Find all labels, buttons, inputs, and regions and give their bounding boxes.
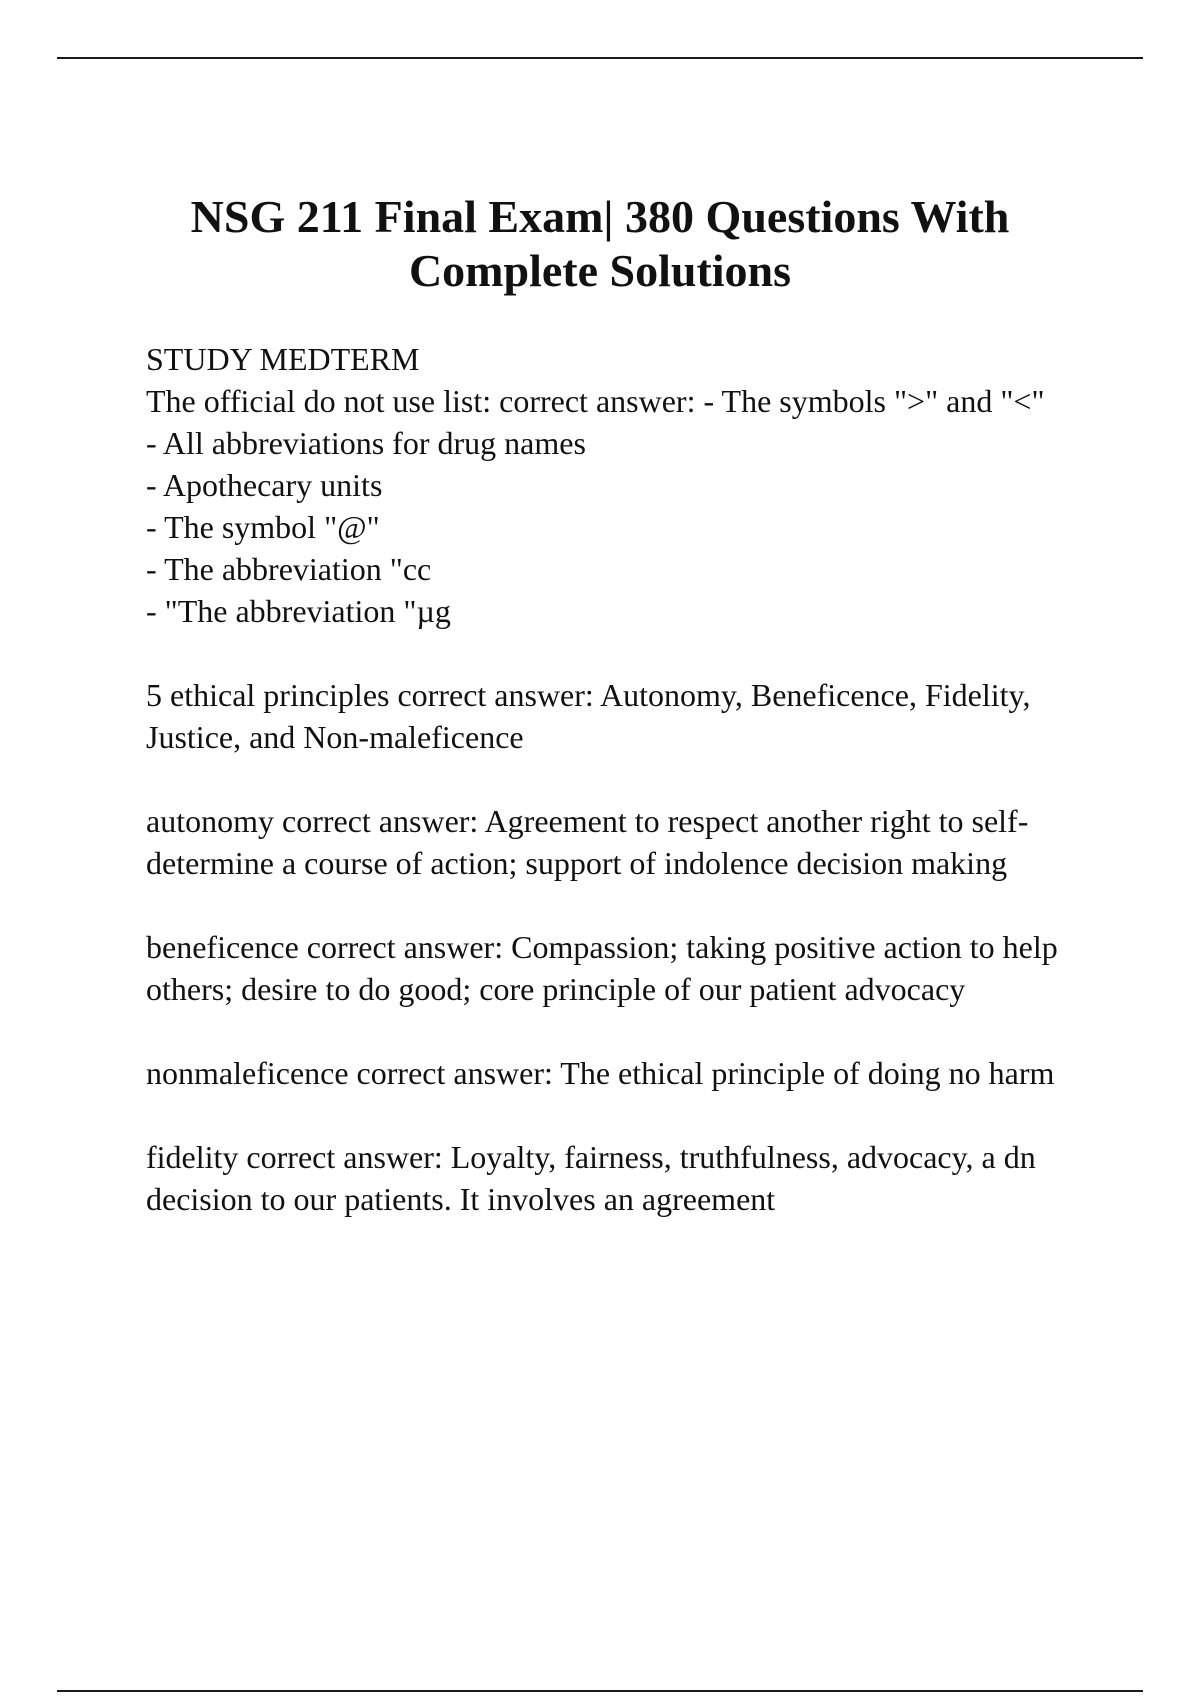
top-rule <box>57 57 1143 59</box>
spacer <box>146 1094 1106 1136</box>
list-item: - All abbreviations for drug names <box>146 425 586 461</box>
title-line-2: Complete Solutions <box>408 245 792 296</box>
list-item: - The abbreviation "cc <box>146 551 432 587</box>
bottom-rule <box>57 1690 1143 1692</box>
question-fidelity: fidelity correct answer: Loyalty, fairness, truthfulness, advocacy, a dn decision to our patients. It involves an agreement <box>146 1139 1036 1217</box>
question-nonmaleficence: nonmaleficence correct answer: The ethical principle of doing no harm <box>146 1055 1055 1091</box>
question-beneficence: beneficence correct answer: Compassion; taking positive action to help others; desire to do good; core principle of our patient advocacy <box>146 929 1058 1007</box>
document-title <box>60 190 1140 298</box>
document-body <box>146 338 1106 1220</box>
question-ethical-principles: 5 ethical principles correct answer: Autonomy, Beneficence, Fidelity, Justice, and Non-maleficence <box>146 677 1031 755</box>
spacer <box>146 632 1106 674</box>
spacer <box>146 884 1106 926</box>
title-line-1: NSG 211 Final Exam| 380 Questions With <box>190 191 1010 242</box>
section-label: STUDY MEDTERM <box>146 341 420 377</box>
list-item: - The symbol "@" <box>146 509 380 545</box>
list-item: - "The abbreviation "µg <box>146 593 451 629</box>
question-do-not-use-list: The official do not use list: correct answer: - The symbols ">" and "<" <box>146 383 1045 419</box>
list-item: - Apothecary units <box>146 467 383 503</box>
spacer <box>146 758 1106 800</box>
spacer <box>146 1010 1106 1052</box>
question-autonomy: autonomy correct answer: Agreement to respect another right to self-determine a course of action; support of indolence decision making <box>146 803 1029 881</box>
